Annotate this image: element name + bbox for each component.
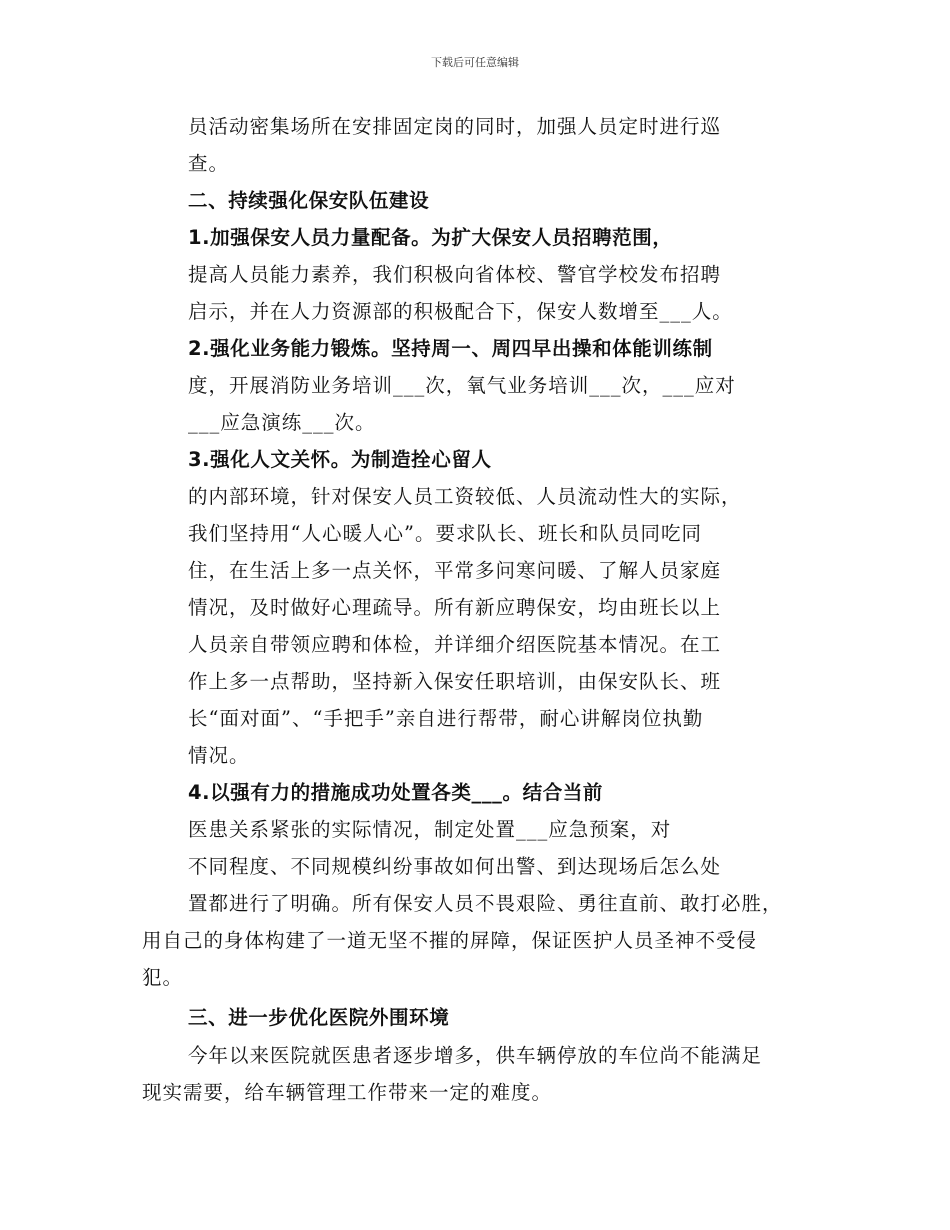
text-line: 作上多一点帮助，坚持新入保安任职培训，由保安队长、班	[188, 670, 722, 693]
text-line: 情况，及时做好心理疏导。所有新应聘保安，均由班长以上	[188, 596, 722, 619]
text-line: 置都进行了明确。所有保安人员不畏艰险、勇往直前、敢打必胜，	[188, 892, 783, 915]
text-line: 我们坚持用“人心暖人心”。要求队长、班长和队员同吃同	[188, 522, 702, 545]
subsection-heading: 3.强化人文关怀。为制造拴心留人	[188, 448, 492, 471]
text-line: 人员亲自带领应聘和体检，并详细介绍医院基本情况。在工	[188, 633, 722, 656]
text-line: 度，开展消防业务培训___次，氧气业务培训___次，___应对	[188, 374, 736, 397]
section-heading: 二、持续强化保安队伍建设	[188, 189, 430, 212]
page-header-note: 下载后可任意编辑	[431, 56, 519, 69]
text-line: 医患关系紧张的实际情况，制定处置___应急预案，对	[188, 818, 672, 841]
text-line: 员活动密集场所在安排固定岗的同时，加强人员定时进行巡	[188, 115, 722, 138]
text-line: 现实需要，给车辆管理工作带来一定的难度。	[142, 1081, 553, 1104]
text-line: 用自己的身体构建了一道无坚不摧的屏障，保证医护人员圣神不受侵	[142, 929, 758, 952]
text-line: 长“面对面”、“手把手”亲自进行帮带，耐心讲解岗位执勤	[188, 707, 704, 730]
text-line: 启示，并在人力资源部的积极配合下，保安人数增至___人。	[188, 300, 733, 323]
text-line: 犯。	[142, 966, 184, 989]
text-line: 住，在生活上多一点关怀，平常多问寒问暖、了解人员家庭	[188, 559, 722, 582]
subsection-heading: 4.以强有力的措施成功处置各类___。结合当前	[188, 781, 604, 804]
text-line: 提高人员能力素养，我们积极向省体校、警官学校发布招聘	[188, 263, 722, 286]
text-line: 不同程度、不同规模纠纷事故如何出警、到达现场后怎么处	[188, 855, 722, 878]
text-line: 查。	[188, 152, 230, 175]
subsection-heading: 2.强化业务能力锻炼。坚持周一、周四早出操和体能训练制	[188, 337, 713, 360]
subsection-heading: 1.加强保安人员力量配备。为扩大保安人员招聘范围，	[188, 226, 673, 249]
text-line: ___应急演练___次。	[188, 411, 376, 434]
text-line: 的内部环境，针对保安人员工资较低、人员流动性大的实际，	[188, 485, 742, 508]
text-line: 情况。	[188, 744, 250, 767]
text-line: 今年以来医院就医患者逐步增多，供车辆停放的车位尚不能满足	[188, 1044, 763, 1067]
section-heading: 三、进一步优化医院外围环境	[188, 1006, 450, 1029]
